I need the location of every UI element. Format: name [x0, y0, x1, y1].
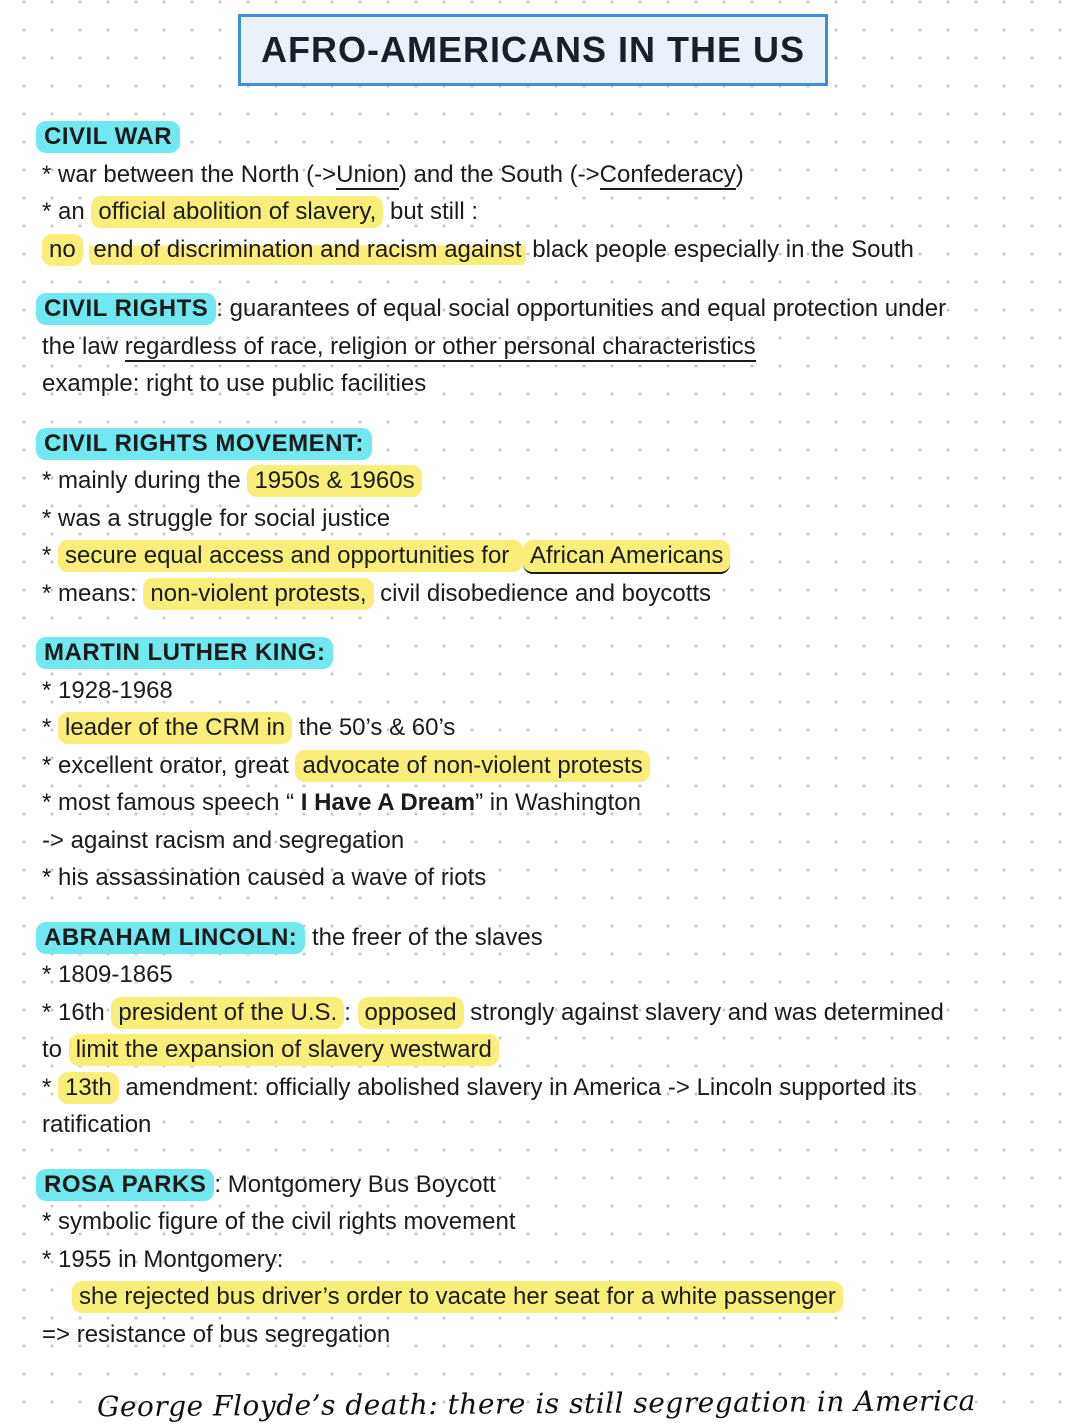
note-line [42, 1278, 1044, 1316]
note-line [42, 747, 1044, 785]
text-segment: ratification [42, 1111, 152, 1138]
text-segment: secure equal access and opportunities for [58, 540, 523, 572]
note-line [42, 672, 1044, 710]
text-segment: * excellent orator, great [42, 751, 296, 779]
note-line [42, 290, 1044, 328]
text-segment: amendment: officially abolished slavery in America -> Lincoln supported its [118, 1073, 917, 1101]
text-segment: * war between the North (-> [42, 160, 337, 188]
text-segment: leader of the CRM in [58, 712, 292, 744]
text-segment: I Have A Dream [300, 789, 476, 816]
text-segment: example: right to use public facilities [42, 370, 427, 397]
note-line [42, 193, 1044, 231]
note-line [42, 231, 1044, 269]
text-segment: to [42, 1036, 69, 1063]
text-segment: ” in Washington [475, 789, 641, 816]
text-segment: * his assassination caused a wave of riots [42, 864, 487, 891]
text-segment: black people especially in the South [525, 235, 914, 263]
text-segment: * 1809-1865 [42, 961, 173, 988]
text-segment: => resistance of bus segregation [42, 1320, 391, 1348]
text-segment: Confederacy [599, 160, 736, 188]
section-martin-luther-king [42, 634, 1044, 897]
text-segment: ) and the South (-> [398, 160, 600, 188]
text-segment: : [344, 998, 358, 1026]
text-segment: * [42, 714, 59, 741]
text-segment: she rejected bus driver’s order to vacate her seat for a white passenger [72, 1281, 843, 1313]
text-segment: non-violent protests, [143, 578, 373, 610]
note-line [42, 1106, 1044, 1144]
text-segment: the freer of the slaves [305, 923, 543, 951]
text-segment: limit the expansion of slavery westward [69, 1034, 499, 1066]
section-civil-rights [42, 290, 1044, 403]
note-line [42, 365, 1044, 403]
text-segment: but still : [383, 198, 478, 225]
note-line [42, 634, 1044, 672]
note-line [42, 425, 1044, 463]
note-line [42, 709, 1044, 747]
note-line [42, 994, 1044, 1032]
section-heading: MARTIN LUTHER KING: [36, 637, 333, 669]
text-segment: civil disobedience and boycotts [373, 579, 712, 607]
text-segment: 13th [58, 1072, 119, 1104]
handwritten-note: George Floyde’s death: there is still segregation in America [96, 1384, 976, 1423]
note-line [42, 328, 1044, 366]
text-segment: strongly against slavery and was determined [463, 998, 944, 1026]
note-line [42, 822, 1044, 860]
text-segment: * 1955 in Montgomery: [42, 1245, 284, 1273]
note-line [42, 919, 1044, 957]
text-segment: African Americans [523, 540, 730, 574]
text-segment: the 50’s & 60’s [292, 714, 456, 741]
text-segment: * means: [42, 579, 144, 607]
text-segment: ) [735, 160, 744, 188]
section-rosa-parks [42, 1166, 1044, 1354]
text-segment: * was a struggle for social justice [42, 504, 391, 532]
text-segment: * [42, 542, 59, 569]
note-line [42, 537, 1044, 575]
section-civil-rights-movement [42, 425, 1044, 613]
note-line [42, 784, 1044, 822]
text-segment: 1950s & 1960s [247, 465, 421, 497]
section-heading: CIVIL WAR [36, 121, 180, 153]
section-abraham-lincoln [42, 919, 1044, 1144]
text-segment: : Montgomery Bus Boycott [214, 1170, 496, 1198]
text-segment: * an [42, 198, 92, 225]
text-segment: * symbolic figure of the civil rights movement [42, 1208, 516, 1235]
text-segment: the law [42, 332, 125, 360]
text-segment: -> against racism and segregation [42, 826, 405, 854]
section-heading: CIVIL RIGHTS [36, 293, 216, 325]
note-line [42, 575, 1044, 613]
text-segment: no [42, 234, 83, 266]
note-line [42, 1203, 1044, 1241]
section-heading: ROSA PARKS [36, 1169, 214, 1201]
note-line [42, 1316, 1044, 1354]
note-line [42, 500, 1044, 538]
text-segment: * 16th [42, 998, 112, 1026]
note-line [42, 1031, 1044, 1069]
page-title: AFRO-AMERICANS IN THE US [238, 14, 828, 86]
note-line [42, 118, 1044, 156]
text-segment: regardless of race, religion or other personal characteristics [124, 332, 756, 360]
section-civil-war [42, 118, 1044, 268]
note-line [42, 1069, 1044, 1107]
text-segment: * most famous speech “ [42, 789, 301, 816]
section-heading: CIVIL RIGHTS MOVEMENT: [36, 428, 372, 460]
note-line [42, 1166, 1044, 1204]
text-segment: * mainly during the [42, 467, 248, 494]
note-line [42, 956, 1044, 994]
text-segment: end of discrimination and racism against [89, 234, 525, 266]
text-segment: opposed [358, 997, 464, 1029]
note-line [42, 859, 1044, 897]
notes-body [42, 118, 1044, 1353]
text-segment: * 1928-1968 [42, 676, 173, 704]
text-segment: advocate of non-violent protests [295, 750, 649, 782]
text-segment: : guarantees of equal social opportunities and equal protection under [216, 295, 947, 322]
text-segment: * [42, 1073, 59, 1101]
note-line [42, 156, 1044, 194]
text-segment: official abolition of slavery, [91, 196, 383, 228]
note-line [42, 1241, 1044, 1279]
text-segment: Union [336, 160, 399, 188]
text-segment: president of the U.S. [111, 997, 344, 1029]
note-line [42, 462, 1044, 500]
section-heading: ABRAHAM LINCOLN: [36, 922, 305, 954]
